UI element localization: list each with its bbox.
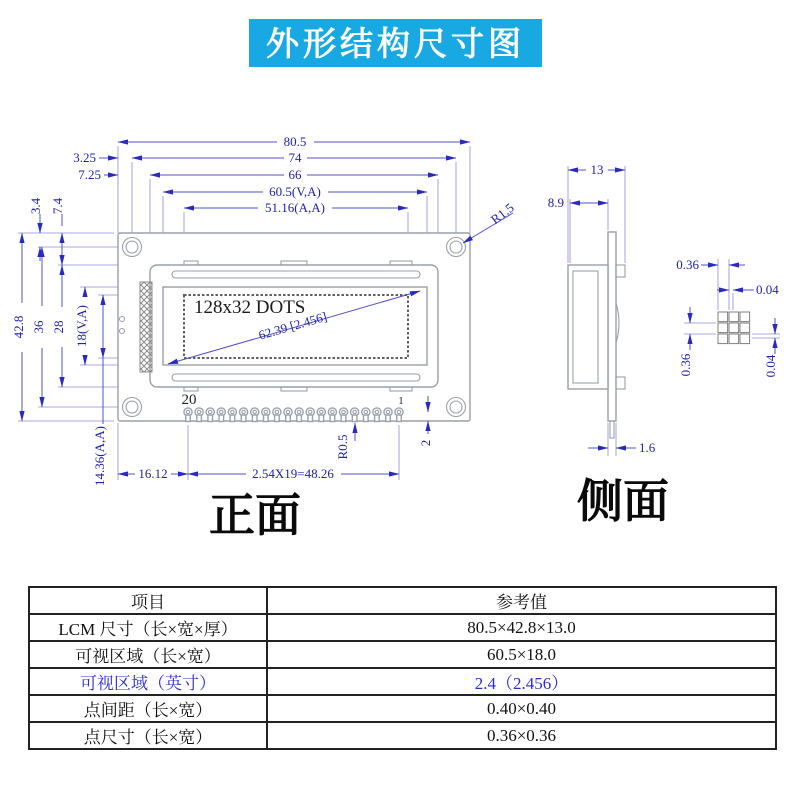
front-view xyxy=(11,134,517,541)
row-item: LCM 尺寸（长×宽×厚） xyxy=(29,614,267,641)
dim-hole-offset-y: 3.4 xyxy=(28,197,43,215)
dim-dot-width: 0.36 xyxy=(676,257,699,272)
side-tab-top xyxy=(616,265,625,277)
dim-frame-offset-y: 7.4 xyxy=(50,197,65,215)
dim-dot-height: 0.36 xyxy=(678,353,693,377)
dim-hole-radius: R1.5 xyxy=(487,199,517,228)
dim-total-depth: 13 xyxy=(590,162,604,177)
dim-pin-bottom: 2 xyxy=(418,439,433,447)
dim-gap-height: 0.04 xyxy=(763,354,778,378)
table-row xyxy=(29,614,776,641)
heat-seal-connector xyxy=(140,282,152,372)
row-value: 80.5×42.8×13.0 xyxy=(267,614,776,641)
dim-total-width: 80.5 xyxy=(283,134,307,149)
dim-aa-width: 51.16(A,A) xyxy=(265,200,325,215)
front-view-caption: 正面 xyxy=(209,489,301,541)
header-value: 参考值 xyxy=(267,587,776,614)
table-row xyxy=(29,695,776,722)
dim-total-height: 42.8 xyxy=(11,315,26,339)
side-pcb xyxy=(608,232,616,421)
side-view-caption: 侧面 xyxy=(577,475,669,527)
dim-hole-width: 74 xyxy=(288,150,302,165)
dot-detail xyxy=(676,257,780,377)
pin-number-last: 20 xyxy=(181,392,197,408)
dim-aa-height: 14.36(A,A) xyxy=(92,426,107,486)
side-tab-bottom xyxy=(616,377,625,389)
row-value: 2.4（2.456） xyxy=(267,668,776,695)
dim-pcb-thickness: 1.6 xyxy=(639,440,656,455)
table-header-row xyxy=(29,587,776,614)
dim-frame-width: 66 xyxy=(288,167,302,182)
table-row xyxy=(29,641,776,668)
table-row-highlight xyxy=(29,668,776,695)
dim-pin-margin: 16.12 xyxy=(138,466,168,481)
dim-gap-width: 0.04 xyxy=(756,282,779,297)
row-item: 点间距（长×宽） xyxy=(29,695,267,722)
dim-frame-offset-x: 7.25 xyxy=(78,167,101,182)
dim-pin-pitch: 2.54X19=48.26 xyxy=(252,466,334,481)
dim-hole-height: 36 xyxy=(31,320,46,334)
dim-pad-radius: R0.5 xyxy=(335,434,350,460)
spec-table xyxy=(28,586,777,750)
row-item: 点尺寸（长×宽） xyxy=(29,722,267,749)
pin-number-first: 1 xyxy=(398,395,404,407)
page-title: 外形结构尺寸图 xyxy=(266,25,525,62)
row-item: 可视区域（英寸） xyxy=(29,668,267,695)
dim-diagonal: 62.39 [2.456] xyxy=(256,308,329,343)
display-resolution-label: 128x32 DOTS xyxy=(194,297,306,318)
row-value: 60.5×18.0 xyxy=(267,641,776,668)
row-value: 0.36×0.36 xyxy=(267,722,776,749)
front-dims-top xyxy=(73,134,470,215)
dim-va-width: 60.5(V,A) xyxy=(269,184,321,199)
dim-hole-offset-x: 3.25 xyxy=(73,150,96,165)
table-row xyxy=(29,722,776,749)
dim-va-height: 18(V,A) xyxy=(74,304,89,348)
row-value: 0.40×0.40 xyxy=(267,695,776,722)
row-item: 可视区域（长×宽） xyxy=(29,641,267,668)
dim-frame-height: 28 xyxy=(51,320,66,334)
header-item: 项目 xyxy=(29,587,267,614)
dot-grid xyxy=(718,312,750,344)
side-view xyxy=(548,162,669,527)
side-frame xyxy=(568,265,608,389)
front-dims-left xyxy=(11,197,107,486)
dim-frame-depth: 8.9 xyxy=(547,195,564,210)
side-pin-tail xyxy=(610,421,614,438)
